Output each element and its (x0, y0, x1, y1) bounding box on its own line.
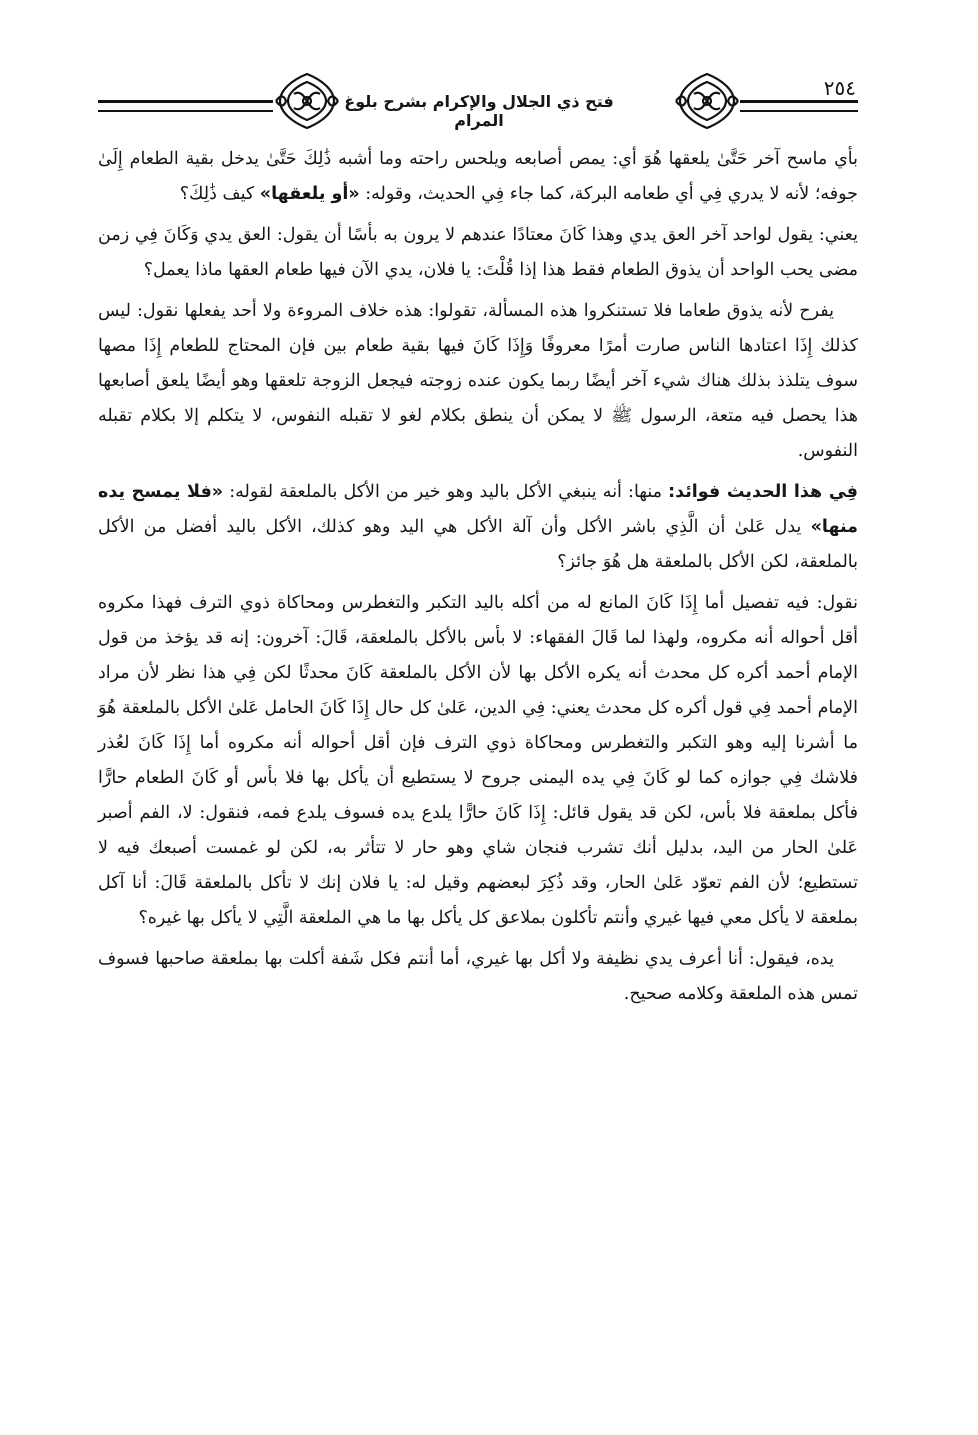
paragraph-4 (98, 475, 858, 580)
header-rule-left (98, 100, 273, 112)
paragraph-1-text-a: بأي ماسح آخر حَتَّىٰ يلعقها هُوَ أي: يمص أصابعه ويلحس راحته وما أشبه ذَٰلِكَ حَتَّىٰ يدخل بقية الطعام إِلَىٰ جوفه؛ لأنه لا يدري فِي أي طعامه البركة، كما جاء فِي الحديث، وقوله: (98, 149, 858, 204)
paragraph-1-text-b: كيف ذَٰلِكَ؟ (179, 184, 260, 204)
paragraph-2: يعني: يقول لواحد آخر العق يدي وهذا كَانَ معتادًا عندهم لا يرون به بأسًا أن يقول: العق يدي وَكَانَ فِي زمن مضى يحب الواحد أن يذوق الطعام فقط هذا إذا قُلْتَ: يا فلان، يدي الآن فيها طعام العقها ماذا يعمل؟ (98, 225, 858, 280)
running-header (98, 62, 858, 132)
hadith-quote: «فلا يمسح يده منها» (98, 482, 858, 537)
paragraph-4-text-b: يدل عَلىٰ أن الَّذِي باشر الأكل وأن آلة الأكل هي اليد وهو كذلك، الأكل باليد أفضل من الأكل بالملعقة، لكن الأكل بالملعقة هل هُوَ جائز؟ (98, 517, 858, 572)
paragraph-6: يده، فيقول: أنا أعرف يدي نظيفة ولا أكل بها غيري، أما أنتم فكل شَفة أكلت بها بملعقة صاحبها فسوف تمس هذه الملعقة وكلامه صحيح. (98, 949, 858, 1004)
paragraph-4-text-a: منها: أنه ينبغي الأكل باليد وهو خير من الأكل بالملعقة لقوله: (223, 482, 669, 502)
paragraph-3: يفرح لأنه يذوق طعاما فلا تستنكروا هذه المسألة، تقولوا: هذه خلاف المروءة ولا أحد يفعلها نقول: ليس كذلك إِذَا اعتادها الناس صارت أمرًا معروفًا وَإِذَا كَانَ فيها بقية طعام بين فإن المحتاج للطعام إِذَا مصها سوف يتلذذ بذلك هناك شيء آخر أيضًا ربما يكون عنده زوجته فيجعل الزوجة تلعقها وهو أيضًا يلعق أصابعها هذا يحصل فيه متعة، الرسول ﷺ لا يمكن أن ينطق بكلام لغو لا تقبله النفوس، لا يتكلم إلا بكلام تقبله النفوس. (98, 301, 858, 461)
paragraph-1 (98, 142, 858, 212)
hadith-quote: «أو يلعقها» (259, 184, 360, 204)
header-rule-right (740, 100, 858, 112)
ornament-icon (274, 70, 340, 132)
page-number: ٢٥٤ (823, 76, 856, 100)
body-text (98, 142, 858, 1018)
ornament-icon (674, 70, 740, 132)
running-title: فتح ذي الجلال والإكرام بشرح بلوغ المرام (344, 92, 614, 130)
benefits-heading: فِي هذا الحديث فوائد: (668, 482, 858, 502)
paragraph-5: نقول: فيه تفصيل أما إِذَا كَانَ المانع له من أكله باليد التكبر والتغطرس ومحاكاة ذوي الترف فهذا مكروه أقل أحواله أنه مكروه، ولهذا لما قَالَ الفقهاء: لا بأس بالأكل بالملعقة، قَالَ: آخرون: إنه قد يؤخذ من قول الإمام أحمد أكره كل محدث أنه يكره الأكل بها لأن الأكل بالملعقة كَانَ محدثًا لكن فِي هذا نظر لأن مراد الإمام أحمد فِي قول أكره كل محدث يعني: فِي الدين، عَلىٰ كل حال إِذَا كَانَ الحامل عَلىٰ الأكل بالملعقة هُوَ ما أشرنا إليه وهو التكبر والتغطرس ومحاكاة ذوي الترف فإن أقل أحواله أنه مكروه أما إِذَا كَانَ لعُذر فلاشك فِي جوازه كما لو كَانَ فِي يده اليمنى جروح لا يستطيع أن يأكل بها فلا بأس أو كَانَ الطعام حارًّا فأكل بملعقة فلا بأس، لكن قد يقول قائل: إِذَا كَانَ حارًّا يلدع يده فسوف يلدع فمه، فنقول: لا، الفم أصبر عَلىٰ الحار من اليد، بدليل أنك تشرب فنجان شاي وهو حار لا تتأثر به، لكن لو غمست أصبعك فيه لا تستطيع؛ لأن الفم تعوّد عَلىٰ الحار، وقد ذُكِرَ لبعضهم وقيل له: يا فلان إنك لا تأكل بالملعقة قَالَ: أنا آكل بملعقة لا يأكل معي فيها غيري وأنتم تأكلون بملاعق كل يأكل بها ما هي الملعقة الَّتِي لا يأكل بها غيره؟ (98, 593, 858, 928)
